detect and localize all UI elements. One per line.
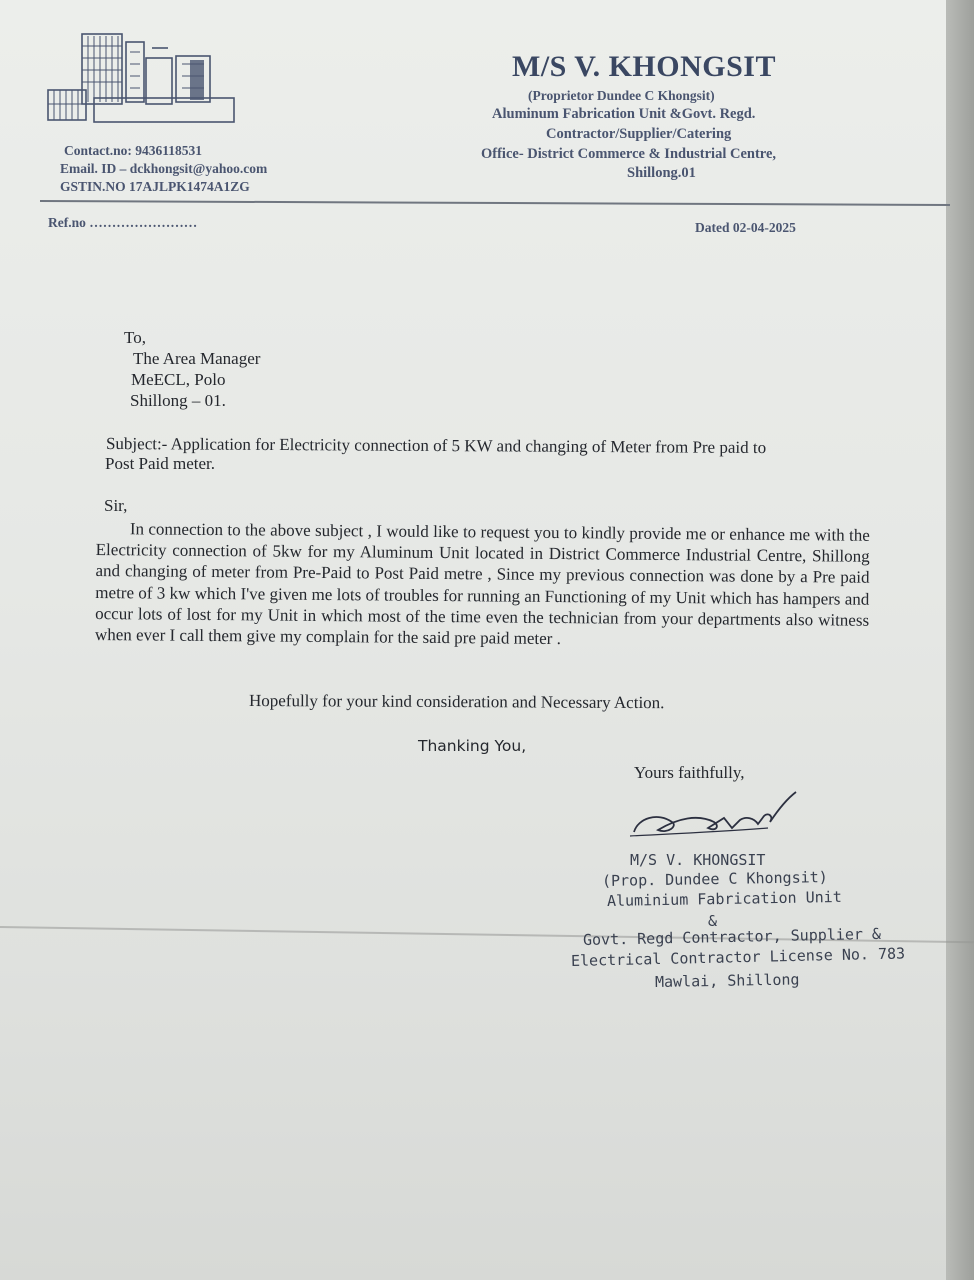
stamp-contractor: Govt. Regd Contractor, Supplier & <box>582 924 882 949</box>
letter-body <box>95 518 870 652</box>
address-line-2: MeECL, Polo <box>131 370 226 389</box>
stamp-license: Electrical Contractor License No. 783 <box>570 944 906 970</box>
firm-name: M/S V. KHONGSIT <box>512 50 776 83</box>
letterhead-line-4: Shillong.01 <box>627 165 696 181</box>
closing-line: Hopefully for your kind consideration and Necessary Action. <box>248 691 665 713</box>
reference-number: Ref.no …………………… <box>48 215 198 230</box>
signature <box>628 788 798 844</box>
gstin-number: GSTIN.NO 17AJLPK1474A1ZG <box>60 179 250 194</box>
building-logo-icon <box>46 28 241 128</box>
stamp-firm-name: M/S V. KHONGSIT <box>630 851 766 869</box>
email-address: Email. ID – dckhongsit@yahoo.com <box>60 161 268 176</box>
proprietor-line: (Proprietor Dundee C Khongsit) <box>528 88 715 103</box>
salutation: Sir, <box>104 496 128 515</box>
address-line-3: Shillong – 01. <box>130 391 226 410</box>
yours-faithfully: Yours faithfully, <box>634 763 745 782</box>
stamp-ampersand: & <box>708 912 718 930</box>
letter-date: Dated 02-04-2025 <box>695 220 796 235</box>
contact-number: Contact.no: 9436118531 <box>64 143 202 158</box>
stamp-unit: Aluminium Fabrication Unit <box>606 887 842 910</box>
letterhead-line-2: Contractor/Supplier/Catering <box>546 126 732 142</box>
address-to: To, <box>124 328 146 347</box>
thanking-you: Thanking You, <box>418 737 527 755</box>
letterhead-line-3: Office- District Commerce & Industrial Centre, <box>481 146 777 162</box>
address-line-1: The Area Manager <box>133 349 261 368</box>
page-edge <box>946 0 974 1280</box>
subject-line-1: Subject:- Application for Electricity connection of 5 KW and changing of Meter from Pre paid to <box>105 434 767 458</box>
stamp-proprietor: (Prop. Dundee C Khongsit) <box>601 868 828 890</box>
subject-line-2: Post Paid meter. <box>105 454 216 473</box>
stamp-location: Mawlai, Shillong <box>654 970 800 991</box>
letterhead-line-1: Aluminum Fabrication Unit &Govt. Regd. <box>492 106 756 122</box>
letter-body-text: In connection to the above subject , I would like to request you to kindly provide me or enhance me with the Electricity connection of 5kw for my Aluminum Unit located in District Commerce Industrial Centre, Shillong and changing of meter from Pre-Paid to Post Paid metre , Since my previous connection was done by a Pre paid metre of 3 kw which I've given me lots of troubles for running an Functioning of my Unit which has hampers and occur lots of lost for my Unit in which most of the time even the technician from your departments also witness when ever I call them give my complain for the said pre paid meter . <box>94 519 870 649</box>
